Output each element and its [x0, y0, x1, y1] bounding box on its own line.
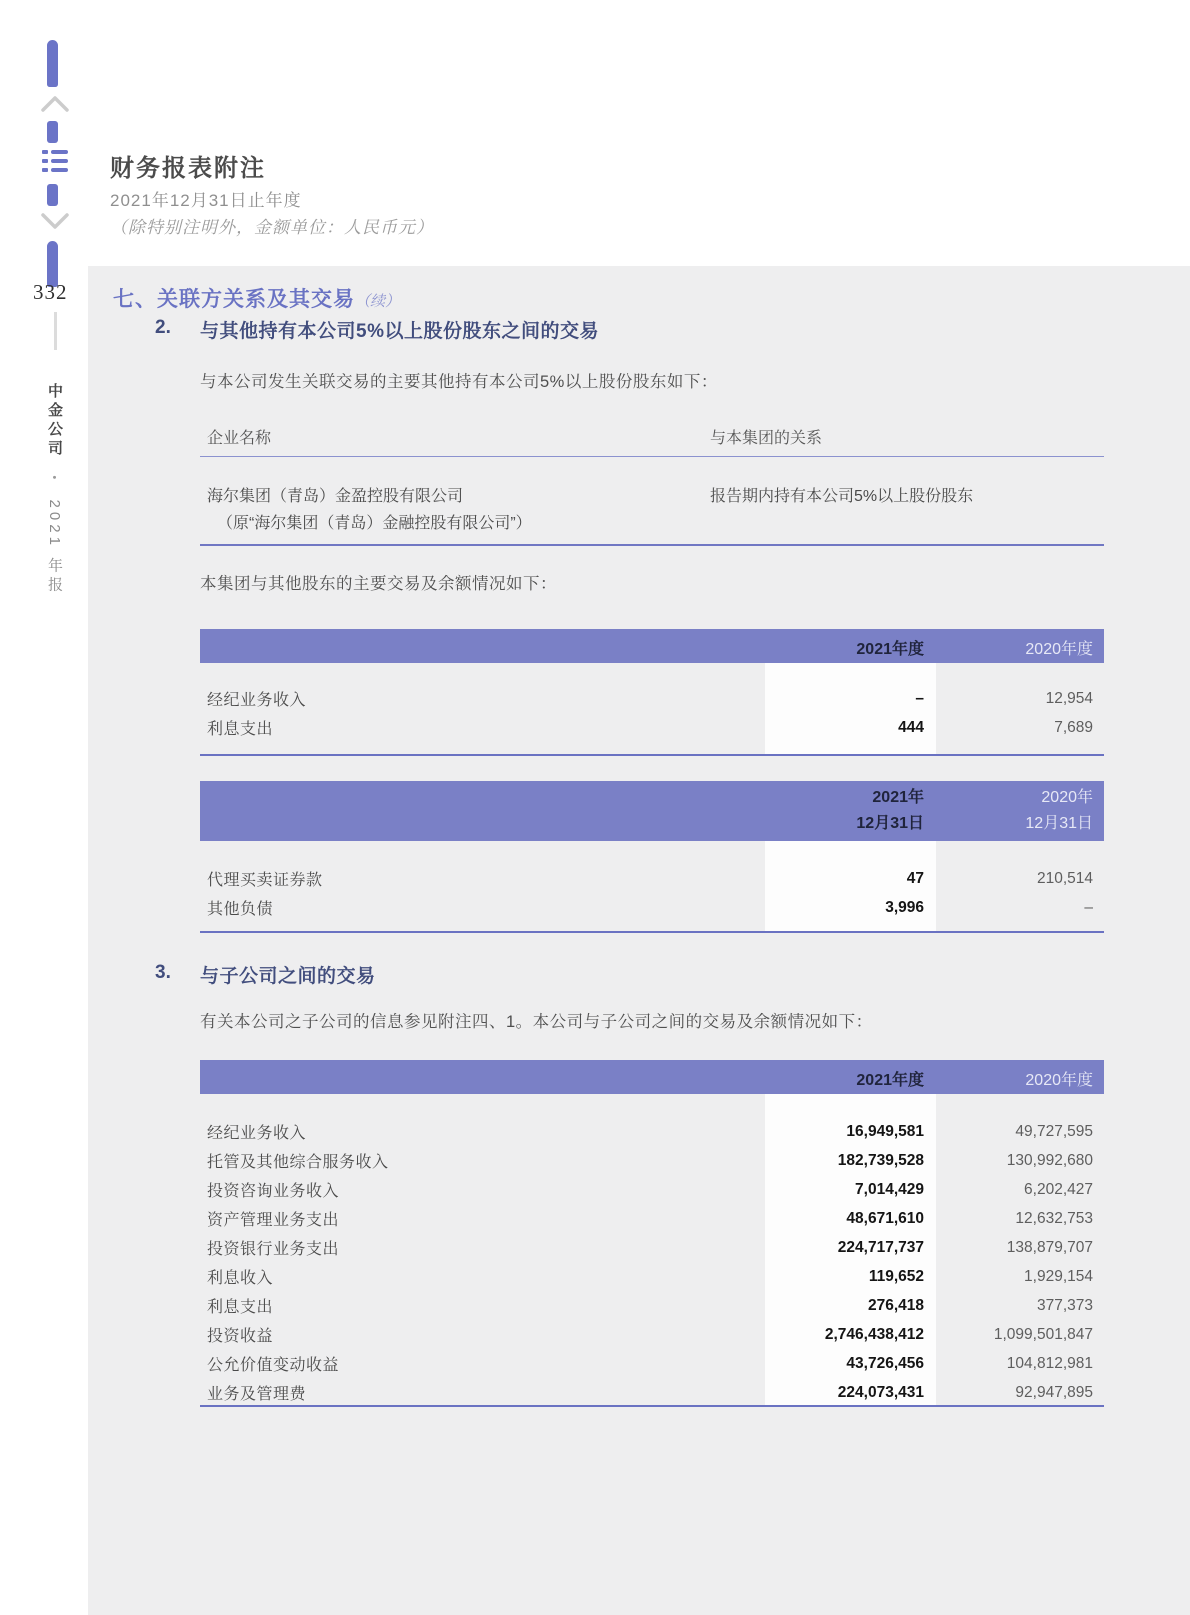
- value-2020: 138,879,707: [1006, 1238, 1093, 1256]
- row-label: 投资咨询业务收入: [207, 1183, 340, 1200]
- subsidiary-table-header: [200, 1060, 1104, 1094]
- table-row: [200, 864, 1104, 893]
- col-2021-header: 2021年度: [856, 1072, 924, 1089]
- balances-table-header: [200, 781, 1104, 841]
- row-label: 公允价值变动收益: [207, 1357, 340, 1374]
- table-header-rule: [200, 456, 1104, 457]
- spine-separator: •: [48, 475, 60, 484]
- value-2020: 1,929,154: [1024, 1267, 1093, 1285]
- value-2021: –: [915, 689, 924, 707]
- value-2020: 130,992,680: [1006, 1151, 1093, 1169]
- doc-unit-note: （除特别注明外，金额单位：人民币元）: [110, 218, 434, 237]
- value-2021: 48,671,610: [846, 1209, 924, 1227]
- value-2021: 43,726,456: [846, 1354, 924, 1372]
- rail-segment-bar-2: [47, 184, 58, 206]
- col-2021-header: 2021年度: [856, 641, 924, 658]
- col-2020-header: 2020年度: [1025, 1072, 1093, 1089]
- shareholder-name-line2: （原“海尔集团（青岛）金融控股有限公司”）: [217, 515, 532, 532]
- row-label: 资产管理业务支出: [207, 1212, 340, 1229]
- row-label: 经纪业务收入: [207, 1125, 307, 1142]
- table-bottom-rule: [200, 544, 1104, 546]
- col-2020-header: 2020年度: [1025, 641, 1093, 658]
- table-row: [200, 1146, 1104, 1175]
- value-2020: 6,202,427: [1024, 1180, 1093, 1198]
- shareholder-relation: 报告期内持有本公司5%以上股份股东: [710, 488, 974, 505]
- transactions-table-header: [200, 629, 1104, 663]
- menu-list-icon[interactable]: [42, 150, 70, 177]
- other-intro: 本集团与其他股东的主要交易及余额情况如下：: [200, 575, 557, 593]
- sub2-intro: 与本公司发生关联交易的主要其他持有本公司5%以上股份股东如下：: [200, 373, 718, 391]
- transactions-table: [200, 629, 1104, 756]
- col-2021-header: 2021年 12月31日: [856, 789, 924, 832]
- table-row: [200, 1204, 1104, 1233]
- value-2020: 210,514: [1036, 869, 1093, 887]
- doc-subtitle: 2021年12月31日止年度: [110, 191, 302, 210]
- shareholder-col2-header: 与本集团的关系: [710, 430, 823, 447]
- table-row: [200, 1117, 1104, 1146]
- section-title: [113, 283, 400, 313]
- row-label: 投资收益: [207, 1328, 274, 1345]
- table-row: [200, 1175, 1104, 1204]
- value-2020: 7,689: [1054, 718, 1093, 736]
- value-2021: 7,014,429: [855, 1180, 924, 1198]
- balances-table: [200, 781, 1104, 933]
- value-2021: 47: [906, 869, 924, 887]
- shareholder-name-line1: 海尔集团（青岛）金盈控股有限公司: [207, 488, 464, 505]
- page-number: 332: [33, 280, 68, 304]
- table-row: [200, 1349, 1104, 1378]
- value-2021: 444: [898, 718, 924, 736]
- value-2021: 3,996: [885, 898, 924, 916]
- row-label: 利息支出: [207, 1299, 274, 1316]
- value-2020: 12,632,753: [1015, 1209, 1093, 1227]
- value-2020: 49,727,595: [1015, 1122, 1093, 1140]
- row-label: 托管及其他综合服务收入: [207, 1154, 389, 1171]
- shareholder-col1-header: 企业名称: [207, 430, 272, 447]
- subsidiary-table: [200, 1060, 1104, 1407]
- row-label: 业务及管理费: [207, 1386, 307, 1403]
- doc-title: 财务报表附注: [110, 155, 266, 182]
- table-row: [200, 1233, 1104, 1262]
- rail-top-bar: [47, 40, 58, 87]
- table-row: [200, 684, 1104, 713]
- rail-divider: [54, 312, 57, 350]
- value-2021: 16,949,581: [846, 1122, 924, 1140]
- table-row: [200, 713, 1104, 742]
- sub2-number: 2.: [155, 317, 171, 338]
- sub3-number: 3.: [155, 962, 171, 983]
- table-row: [200, 893, 1104, 922]
- value-2021: 224,717,737: [837, 1238, 924, 1256]
- value-2020: –: [1084, 898, 1093, 916]
- sub3-title: 与子公司之间的交易: [200, 966, 376, 987]
- col-2020-header: 2020年 12月31日: [1025, 789, 1093, 832]
- value-2021: 182,739,528: [837, 1151, 924, 1169]
- shareholder-table: [200, 422, 1104, 552]
- row-label: 经纪业务收入: [207, 692, 307, 709]
- value-2020: 104,812,981: [1006, 1354, 1093, 1372]
- value-2020: 377,373: [1036, 1296, 1093, 1314]
- value-2021: 224,073,431: [837, 1383, 924, 1401]
- section-title-suffix: （续）: [355, 293, 401, 310]
- value-2020: 1,099,501,847: [993, 1325, 1093, 1343]
- value-2021: 119,652: [868, 1267, 924, 1285]
- spine-text: [45, 383, 63, 783]
- row-label: 利息支出: [207, 721, 274, 738]
- row-label: 代理买卖证券款: [207, 872, 323, 889]
- spine-company: 中金公司: [46, 383, 63, 459]
- table-row: [200, 1378, 1104, 1407]
- sub3-intro: 有关本公司之子公司的信息参见附注四、1。本公司与子公司之间的交易及余额情况如下：: [200, 1013, 873, 1031]
- value-2021: 276,418: [867, 1296, 924, 1314]
- row-label: 利息收入: [207, 1270, 274, 1287]
- rail-segment-bar: [47, 121, 58, 143]
- value-2020: 12,954: [1045, 689, 1093, 707]
- row-label: 投资银行业务支出: [207, 1241, 340, 1258]
- chevron-down-icon[interactable]: [40, 211, 70, 231]
- chevron-up-icon[interactable]: [40, 94, 70, 114]
- table-row: [200, 1291, 1104, 1320]
- section-title-text: 七、关联方关系及其交易: [113, 288, 355, 311]
- table-row: [200, 1262, 1104, 1291]
- row-label: 其他负债: [207, 901, 274, 918]
- value-2020: 92,947,895: [1015, 1383, 1093, 1401]
- table-row: [200, 1320, 1104, 1349]
- spine-year: 2021 年报: [46, 499, 63, 596]
- sub2-title: 与其他持有本公司5%以上股份股东之间的交易: [200, 321, 599, 342]
- value-2021: 2,746,438,412: [824, 1325, 924, 1343]
